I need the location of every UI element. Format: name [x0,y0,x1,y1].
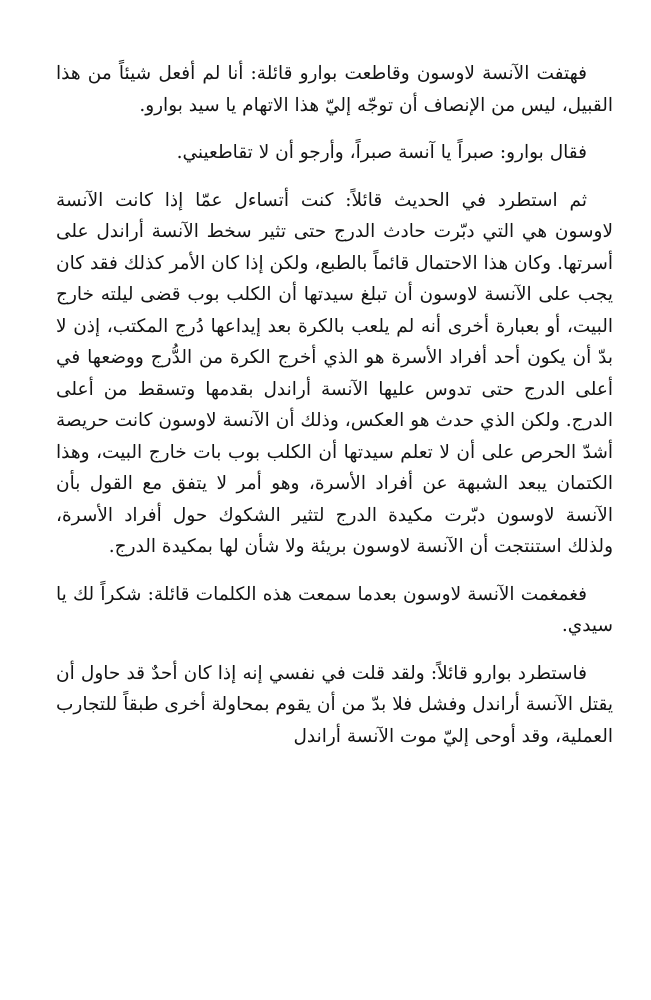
paragraph-1: فهتفت الآنسة لاوسون وقاطعت بوارو قائلة: أنا لم أفعل شيئاً من هذا القبيل، ليس من الإنصاف أن توجّه إليّ هذا الاتهام يا سيد بوارو. [56,63,613,116]
paragraph-3: ثم استطرد في الحديث قائلاً: كنت أتساءل عمّا إذا كانت الآنسة لاوسون هي التي دبّرت حادث الدرج حتى تثير سخط الآنسة أراندل على أسرتها. وكان هذا الاحتمال قائماً بالطبع، ولكن إذا كان الأمر كذلك فقد كان يجب على الآنسة لاوسون أن تبلغ سيدتها أن الكلب بوب قضى ليلته خارج البيت، أو بعبارة أخرى أنه لم يلعب بالكرة بعد إيداعها دُرج المكتب، إذن لا بدّ أن يكون أحد أفراد الأسرة هو الذي أخرج الكرة من الدُّرج ووضعها في أعلى الدرج حتى تدوس عليها الآنسة أراندل بقدمها وتسقط من أعلى الدرج. ولكن الذي حدث هو العكس، وذلك أن الآنسة لاوسون كانت حريصة أشدّ الحرص على أن لا تعلم سيدتها أن الكلب بوب بات خارج البيت، وهذا الكتمان يبعد الشبهة عن أفراد الأسرة، وهو أمر لا يتفق مع القول بأن الآنسة لاوسون دبّرت مكيدة الدرج لتثير الشكوك حول أفراد الأسرة، ولذلك استنتجت أن الآنسة لاوسون بريئة ولا شأن لها بمكيدة الدرج. [56,189,613,557]
paragraph-5: فاستطرد بوارو قائلاً: ولقد قلت في نفسي إنه إذا كان أحدٌ قد حاول أن يقتل الآنسة أراندل وفشل فلا بدّ من أن يقوم بمحاولة أخرى طبقاً للتجارب العملية، وقد أوحى إليّ موت الآنسة أراندل [56,662,613,747]
book-page [56,58,613,768]
paragraph-4: فغمغمت الآنسة لاوسون بعدما سمعت هذه الكلمات قائلة: شكراً لك يا سيدي. [56,583,613,636]
paragraph-2: فقال بوارو: صبراً يا آنسة صبراً، وأرجو أن لا تقاطعيني. [176,142,587,163]
